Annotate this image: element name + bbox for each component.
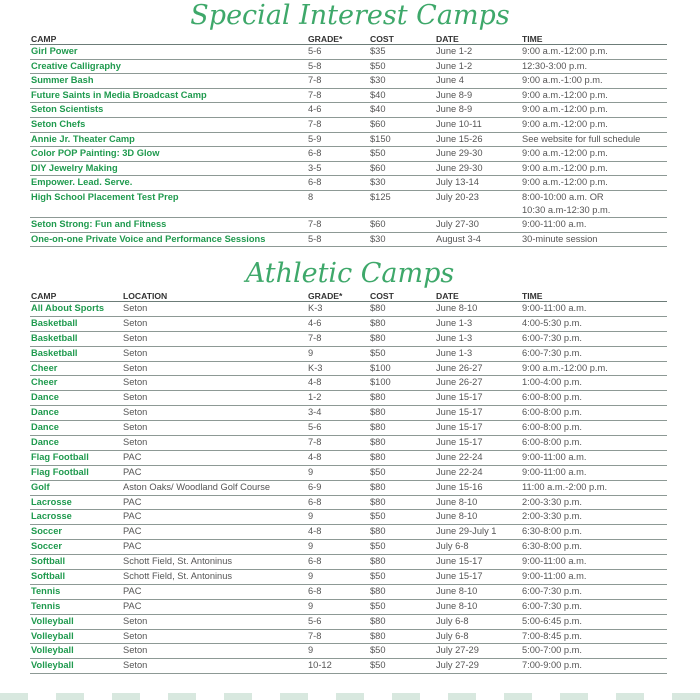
table-row xyxy=(30,584,667,599)
camp-name: Cheer xyxy=(30,361,122,376)
column-header-date: DATE xyxy=(435,32,521,45)
time-cell: 9:00-11:00 a.m. xyxy=(521,450,667,465)
table-row xyxy=(30,510,667,525)
camp-name: Seton Strong: Fun and Fitness xyxy=(30,217,307,232)
location-cell: Seton xyxy=(122,629,307,644)
camp-name: Soccer xyxy=(30,525,122,540)
date-cell: July 27-29 xyxy=(435,644,521,659)
date-cell: June 4 xyxy=(435,74,521,89)
date-cell: June 15-26 xyxy=(435,132,521,147)
grade-cell: 9 xyxy=(307,346,369,361)
cost-cell: $80 xyxy=(369,331,435,346)
time-line: 9:00 a.m.-12:00 p.m. xyxy=(522,118,608,129)
date-cell: June 1-3 xyxy=(435,316,521,331)
table-row xyxy=(30,391,667,406)
camp-name: Dance xyxy=(30,391,122,406)
strip-block xyxy=(224,693,252,700)
cost-cell: $60 xyxy=(369,161,435,176)
table-row xyxy=(30,659,667,674)
strip-block xyxy=(168,693,196,700)
time-line: 9:00 a.m.-12:00 p.m. xyxy=(522,89,608,100)
location-cell: Seton xyxy=(122,331,307,346)
date-cell: June 1-3 xyxy=(435,346,521,361)
cost-cell: $60 xyxy=(369,217,435,232)
camp-name: Empower. Lead. Serve. xyxy=(30,176,307,191)
location-cell: Seton xyxy=(122,346,307,361)
time-cell xyxy=(521,74,667,89)
column-header-time: TIME xyxy=(521,289,667,302)
grade-cell: 7-8 xyxy=(307,88,369,103)
time-line: See website for full schedule xyxy=(522,133,641,144)
grade-cell: 7-8 xyxy=(307,436,369,451)
grade-cell: 5-8 xyxy=(307,59,369,74)
date-cell: June 8-10 xyxy=(435,510,521,525)
date-cell: July 13-14 xyxy=(435,176,521,191)
date-cell: June 29-30 xyxy=(435,161,521,176)
location-cell: Seton xyxy=(122,361,307,376)
cost-cell: $50 xyxy=(369,540,435,555)
time-cell xyxy=(521,161,667,176)
special-interest-camps-table xyxy=(30,32,667,247)
date-cell: June 15-17 xyxy=(435,570,521,585)
time-line: 9:00 a.m.-12:00 p.m. xyxy=(522,177,608,188)
date-cell: June 1-3 xyxy=(435,331,521,346)
cost-cell: $40 xyxy=(369,103,435,118)
date-cell: July 6-8 xyxy=(435,614,521,629)
grade-cell: 9 xyxy=(307,644,369,659)
cost-cell: $125 xyxy=(369,190,435,217)
time-cell: 9:00-11:00 a.m. xyxy=(521,465,667,480)
cost-cell: $80 xyxy=(369,629,435,644)
cost-cell: $50 xyxy=(369,510,435,525)
time-cell: 6:00-7:30 p.m. xyxy=(521,599,667,614)
table-row xyxy=(30,302,667,317)
time-cell xyxy=(521,190,667,217)
camp-name: Basketball xyxy=(30,331,122,346)
strip-block xyxy=(0,693,28,700)
table-row xyxy=(30,376,667,391)
time-cell xyxy=(521,45,667,60)
cost-cell: $80 xyxy=(369,525,435,540)
location-cell: Schott Field, St. Antoninus xyxy=(122,570,307,585)
strip-block xyxy=(504,693,532,700)
strip-block xyxy=(280,693,308,700)
location-cell: Seton xyxy=(122,316,307,331)
location-cell: Seton xyxy=(122,406,307,421)
date-cell: June 8-9 xyxy=(435,103,521,118)
athletic-camps-title: Athletic Camps xyxy=(245,258,455,289)
date-cell: June 29-30 xyxy=(435,147,521,162)
time-cell xyxy=(521,132,667,147)
column-header-grade: GRADE* xyxy=(307,32,369,45)
table-row xyxy=(30,232,667,247)
time-cell xyxy=(521,103,667,118)
date-cell: June 22-24 xyxy=(435,450,521,465)
cost-cell: $150 xyxy=(369,132,435,147)
location-cell: PAC xyxy=(122,584,307,599)
location-cell: Seton xyxy=(122,421,307,436)
cost-cell: $50 xyxy=(369,465,435,480)
strip-block xyxy=(112,693,140,700)
cost-cell: $50 xyxy=(369,659,435,674)
table-row xyxy=(30,59,667,74)
table-row xyxy=(30,465,667,480)
location-cell: PAC xyxy=(122,525,307,540)
camp-name: Softball xyxy=(30,555,122,570)
camp-name: Tennis xyxy=(30,599,122,614)
time-line: 9:00-11:00 a.m. xyxy=(522,218,587,229)
camp-name: Annie Jr. Theater Camp xyxy=(30,132,307,147)
camp-name: Volleyball xyxy=(30,659,122,674)
table-row xyxy=(30,450,667,465)
cost-cell: $50 xyxy=(369,147,435,162)
grade-cell: 7-8 xyxy=(307,629,369,644)
time-cell: 11:00 a.m.-2:00 p.m. xyxy=(521,480,667,495)
time-cell xyxy=(521,147,667,162)
grade-cell: 6-8 xyxy=(307,176,369,191)
table-row xyxy=(30,161,667,176)
decorative-bottom-strip xyxy=(0,693,700,700)
date-cell: June 8-10 xyxy=(435,599,521,614)
strip-block xyxy=(616,693,644,700)
column-header-cost: COST xyxy=(369,32,435,45)
table-row xyxy=(30,361,667,376)
location-cell: PAC xyxy=(122,465,307,480)
cost-cell: $50 xyxy=(369,59,435,74)
column-header-time: TIME xyxy=(521,32,667,45)
grade-cell: K-3 xyxy=(307,361,369,376)
grade-cell: 9 xyxy=(307,570,369,585)
table-row xyxy=(30,570,667,585)
camp-name: Girl Power xyxy=(30,45,307,60)
camp-name: High School Placement Test Prep xyxy=(30,190,307,217)
camp-name: Future Saints in Media Broadcast Camp xyxy=(30,88,307,103)
date-cell: June 26-27 xyxy=(435,376,521,391)
table-row xyxy=(30,629,667,644)
date-cell: June 15-17 xyxy=(435,436,521,451)
table-row xyxy=(30,190,667,217)
grade-cell: 4-8 xyxy=(307,525,369,540)
grade-cell: 4-6 xyxy=(307,103,369,118)
camp-name: Seton Scientists xyxy=(30,103,307,118)
location-cell: PAC xyxy=(122,510,307,525)
camp-name: Basketball xyxy=(30,346,122,361)
table-row xyxy=(30,316,667,331)
date-cell: July 27-29 xyxy=(435,659,521,674)
grade-cell: 3-4 xyxy=(307,406,369,421)
camp-name: DIY Jewelry Making xyxy=(30,161,307,176)
time-cell: 5:00-6:45 p.m. xyxy=(521,614,667,629)
grade-cell: 1-2 xyxy=(307,391,369,406)
grade-cell: 6-8 xyxy=(307,584,369,599)
table-row xyxy=(30,346,667,361)
location-cell: PAC xyxy=(122,450,307,465)
date-cell: July 6-8 xyxy=(435,629,521,644)
grade-cell: 9 xyxy=(307,540,369,555)
date-cell: June 29-July 1 xyxy=(435,525,521,540)
time-cell: 6:00-7:30 p.m. xyxy=(521,346,667,361)
time-line: 30-minute session xyxy=(522,233,598,244)
grade-cell: K-3 xyxy=(307,302,369,317)
cost-cell: $80 xyxy=(369,450,435,465)
grade-cell: 7-8 xyxy=(307,117,369,132)
date-cell: July 20-23 xyxy=(435,190,521,217)
table-row xyxy=(30,480,667,495)
time-cell: 4:00-5:30 p.m. xyxy=(521,316,667,331)
camp-name: Soccer xyxy=(30,540,122,555)
grade-cell: 8 xyxy=(307,190,369,217)
time-cell: 6:00-8:00 p.m. xyxy=(521,391,667,406)
camp-name: Golf xyxy=(30,480,122,495)
location-cell: Seton xyxy=(122,614,307,629)
grade-cell: 4-8 xyxy=(307,376,369,391)
cost-cell: $30 xyxy=(369,176,435,191)
time-cell xyxy=(521,232,667,247)
camp-name: Tennis xyxy=(30,584,122,599)
time-line-2: 10:30 a.m-12:30 p.m. xyxy=(522,204,611,215)
time-cell: 9:00-11:00 a.m. xyxy=(521,570,667,585)
cost-cell: $50 xyxy=(369,599,435,614)
column-header-camp: CAMP xyxy=(30,289,122,302)
camp-name: Cheer xyxy=(30,376,122,391)
grade-cell: 9 xyxy=(307,465,369,480)
camp-name: Creative Calligraphy xyxy=(30,59,307,74)
camp-name: Flag Football xyxy=(30,450,122,465)
cost-cell: $100 xyxy=(369,376,435,391)
table-row xyxy=(30,331,667,346)
cost-cell: $40 xyxy=(369,88,435,103)
location-cell: Schott Field, St. Antoninus xyxy=(122,555,307,570)
time-cell: 7:00-8:45 p.m. xyxy=(521,629,667,644)
grade-cell: 4-6 xyxy=(307,316,369,331)
grade-cell: 5-6 xyxy=(307,614,369,629)
location-cell: PAC xyxy=(122,540,307,555)
camp-name: Flag Football xyxy=(30,465,122,480)
time-line: 8:00-10:00 a.m. OR xyxy=(522,191,604,202)
cost-cell: $80 xyxy=(369,316,435,331)
table-row xyxy=(30,147,667,162)
table-row xyxy=(30,436,667,451)
time-line: 9:00 a.m.-12:00 p.m. xyxy=(522,46,608,56)
cost-cell: $100 xyxy=(369,361,435,376)
location-cell: PAC xyxy=(122,599,307,614)
grade-cell: 6-8 xyxy=(307,555,369,570)
time-cell: 6:00-8:00 p.m. xyxy=(521,406,667,421)
camp-name: Dance xyxy=(30,406,122,421)
cost-cell: $30 xyxy=(369,232,435,247)
table-row xyxy=(30,74,667,89)
grade-cell: 7-8 xyxy=(307,74,369,89)
date-cell: June 15-17 xyxy=(435,391,521,406)
cost-cell: $80 xyxy=(369,495,435,510)
date-cell: June 1-2 xyxy=(435,59,521,74)
grade-cell: 6-8 xyxy=(307,495,369,510)
strip-block xyxy=(392,693,420,700)
cost-cell: $80 xyxy=(369,555,435,570)
column-header-cost: COST xyxy=(369,289,435,302)
camp-name: Volleyball xyxy=(30,644,122,659)
grade-cell: 7-8 xyxy=(307,331,369,346)
camp-name: Color POP Painting: 3D Glow xyxy=(30,147,307,162)
table-row xyxy=(30,540,667,555)
camp-name: Lacrosse xyxy=(30,495,122,510)
cost-cell: $60 xyxy=(369,117,435,132)
table-row xyxy=(30,644,667,659)
time-cell: 1:00-4:00 p.m. xyxy=(521,376,667,391)
location-cell: Seton xyxy=(122,659,307,674)
date-cell: June 10-11 xyxy=(435,117,521,132)
grade-cell: 6-8 xyxy=(307,147,369,162)
grade-cell: 10-12 xyxy=(307,659,369,674)
cost-cell: $50 xyxy=(369,644,435,659)
cost-cell: $80 xyxy=(369,406,435,421)
date-cell: June 8-9 xyxy=(435,88,521,103)
cost-cell: $80 xyxy=(369,584,435,599)
camp-name: Seton Chefs xyxy=(30,117,307,132)
column-header-location: LOCATION xyxy=(122,289,307,302)
table-row xyxy=(30,103,667,118)
date-cell: June 15-17 xyxy=(435,555,521,570)
time-cell: 6:30-8:00 p.m. xyxy=(521,525,667,540)
cost-cell: $80 xyxy=(369,614,435,629)
date-cell: June 15-17 xyxy=(435,406,521,421)
time-cell: 6:00-8:00 p.m. xyxy=(521,421,667,436)
location-cell: Aston Oaks/ Woodland Golf Course xyxy=(122,480,307,495)
cost-cell: $80 xyxy=(369,436,435,451)
cost-cell: $35 xyxy=(369,45,435,60)
grade-cell: 9 xyxy=(307,599,369,614)
strip-block xyxy=(336,693,364,700)
time-cell: 9:00-11:00 a.m. xyxy=(521,302,667,317)
table-header-row xyxy=(30,289,667,302)
camp-name: Dance xyxy=(30,421,122,436)
time-cell: 5:00-7:00 p.m. xyxy=(521,644,667,659)
date-cell: June 8-10 xyxy=(435,495,521,510)
strip-block xyxy=(448,693,476,700)
time-cell: 6:00-8:00 p.m. xyxy=(521,436,667,451)
time-cell: 9:00-11:00 a.m. xyxy=(521,555,667,570)
camp-name: Volleyball xyxy=(30,629,122,644)
date-cell: June 8-10 xyxy=(435,584,521,599)
camp-name: Summer Bash xyxy=(30,74,307,89)
table-row xyxy=(30,614,667,629)
time-line: 12:30-3:00 p.m. xyxy=(522,60,588,71)
time-cell xyxy=(521,117,667,132)
grade-cell: 4-8 xyxy=(307,450,369,465)
strip-block xyxy=(672,693,700,700)
location-cell: Seton xyxy=(122,376,307,391)
cost-cell: $80 xyxy=(369,302,435,317)
table-row xyxy=(30,525,667,540)
table-row xyxy=(30,599,667,614)
special-interest-camps-title: Special Interest Camps xyxy=(190,0,510,31)
camp-name: Dance xyxy=(30,436,122,451)
table-row xyxy=(30,88,667,103)
time-cell xyxy=(521,217,667,232)
time-cell: 7:00-9:00 p.m. xyxy=(521,659,667,674)
date-cell: June 26-27 xyxy=(435,361,521,376)
grade-cell: 5-6 xyxy=(307,45,369,60)
column-header-grade: GRADE* xyxy=(307,289,369,302)
column-header-camp: CAMP xyxy=(30,32,307,45)
grade-cell: 3-5 xyxy=(307,161,369,176)
cost-cell: $30 xyxy=(369,74,435,89)
location-cell: Seton xyxy=(122,436,307,451)
grade-cell: 5-9 xyxy=(307,132,369,147)
table-row xyxy=(30,217,667,232)
camp-name: Softball xyxy=(30,570,122,585)
time-cell: 6:00-7:30 p.m. xyxy=(521,584,667,599)
camp-name: Lacrosse xyxy=(30,510,122,525)
time-line: 9:00 a.m.-1:00 p.m. xyxy=(522,75,603,86)
camp-name: Basketball xyxy=(30,316,122,331)
time-cell xyxy=(521,176,667,191)
date-cell: June 15-17 xyxy=(435,421,521,436)
table-row xyxy=(30,117,667,132)
date-cell: June 22-24 xyxy=(435,465,521,480)
table-row xyxy=(30,176,667,191)
date-cell: June 15-16 xyxy=(435,480,521,495)
time-cell xyxy=(521,88,667,103)
date-cell: July 6-8 xyxy=(435,540,521,555)
cost-cell: $50 xyxy=(369,346,435,361)
time-line: 9:00 a.m.-12:00 p.m. xyxy=(522,148,608,159)
time-cell: 2:00-3:30 p.m. xyxy=(521,495,667,510)
camp-name: One-on-one Private Voice and Performance Sessions xyxy=(30,232,307,247)
column-header-date: DATE xyxy=(435,289,521,302)
grade-cell: 5-8 xyxy=(307,232,369,247)
athletic-camps-table xyxy=(30,289,667,674)
grade-cell: 7-8 xyxy=(307,217,369,232)
location-cell: Seton xyxy=(122,302,307,317)
strip-block xyxy=(56,693,84,700)
cost-cell: $80 xyxy=(369,391,435,406)
time-line: 9:00 a.m.-12:00 p.m. xyxy=(522,162,608,173)
table-row xyxy=(30,406,667,421)
date-cell: June 1-2 xyxy=(435,45,521,60)
time-cell: 9:00 a.m.-12:00 p.m. xyxy=(521,361,667,376)
camp-name: All About Sports xyxy=(30,302,122,317)
grade-cell: 5-6 xyxy=(307,421,369,436)
table-row xyxy=(30,45,667,60)
location-cell: PAC xyxy=(122,495,307,510)
date-cell: August 3-4 xyxy=(435,232,521,247)
time-line: 9:00 a.m.-12:00 p.m. xyxy=(522,104,608,115)
date-cell: June 8-10 xyxy=(435,302,521,317)
table-row xyxy=(30,495,667,510)
camp-name: Volleyball xyxy=(30,614,122,629)
table-row xyxy=(30,421,667,436)
grade-cell: 9 xyxy=(307,510,369,525)
table-header-row xyxy=(30,32,667,45)
cost-cell: $50 xyxy=(369,570,435,585)
time-cell: 6:00-7:30 p.m. xyxy=(521,331,667,346)
time-cell: 2:00-3:30 p.m. xyxy=(521,510,667,525)
grade-cell: 6-9 xyxy=(307,480,369,495)
date-cell: July 27-30 xyxy=(435,217,521,232)
time-cell: 6:30-8:00 p.m. xyxy=(521,540,667,555)
table-row xyxy=(30,132,667,147)
strip-block xyxy=(560,693,588,700)
table-row xyxy=(30,555,667,570)
location-cell: Seton xyxy=(122,391,307,406)
time-cell xyxy=(521,59,667,74)
cost-cell: $80 xyxy=(369,421,435,436)
cost-cell: $80 xyxy=(369,480,435,495)
location-cell: Seton xyxy=(122,644,307,659)
